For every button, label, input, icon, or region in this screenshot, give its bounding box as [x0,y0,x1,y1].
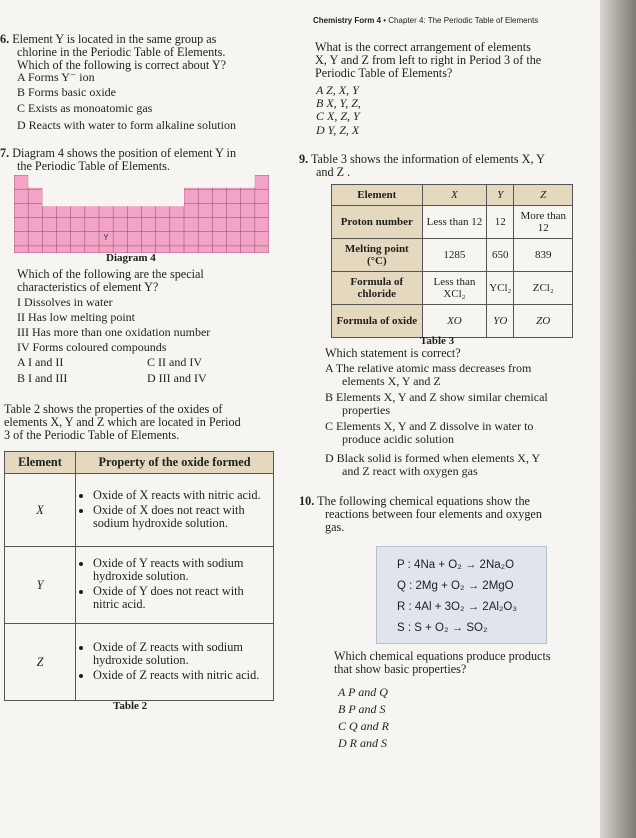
row-header: Melting point (°C) [332,239,423,272]
diagram-caption: Diagram 4 [106,252,156,264]
property-cell [76,624,274,701]
table-cell: 650 [487,239,514,272]
q7-statement-3: III Has more than one oxidation number [17,325,211,339]
option-line: B Elements X, Y and Z show similar chemical [325,390,548,404]
table-cell: ZO [514,305,573,338]
question-line: that show basic properties? [334,662,467,676]
property-cell [76,474,274,547]
equation-s: S : S + O₂ → SO₂ [397,622,488,634]
column-header: Z [514,185,573,206]
option-line: elements X, Y and Z [342,374,441,388]
table-row [332,239,573,272]
table-row [332,305,573,338]
stem-line: Table 3 shows the information of elements X, Y [310,152,545,166]
element-cell: Y [5,547,76,624]
table-cell: More than 12 [514,206,573,239]
table-cell: YCl₂ [487,272,514,305]
table-cell: 12 [487,206,514,239]
question-number: 6. [0,32,10,46]
table-3 [331,184,573,338]
stem-line: Which of the following is correct about Y? [17,58,227,72]
q7-option-b[interactable]: B I and III [17,371,68,385]
q10-option-a[interactable]: A P and Q [338,685,388,699]
stem-line: the Periodic Table of Elements. [17,159,170,173]
option-line: and Z react with oxygen gas [342,464,478,478]
stem-line: The following chemical equations show the [317,494,530,508]
stem-line: reactions between four elements and oxygen [325,507,542,521]
row-header: Proton number [332,206,423,239]
q10-option-d[interactable]: D R and S [338,736,387,750]
q9-option-b[interactable] [325,391,587,417]
q9-question: Which statement is correct? [325,346,461,360]
table-cell: YO [487,305,514,338]
q6-option-b[interactable]: B Forms basic oxide [17,85,116,99]
table-cell: 1285 [422,239,487,272]
table-row [5,624,274,701]
stem-line: X, Y and Z from left to right in Period 3 of the [315,53,542,67]
stem-line: Element Y is located in the same group as [12,32,217,46]
table-cell: Less than XCl₂ [422,272,487,305]
stem-line: Periodic Table of Elements? [315,66,453,80]
property-item: • Oxide of Z reacts with sodium hydroxide solution. [93,641,270,667]
equation-r: R : 4Al + 3O₂ → 2Al₂O₃ [397,601,518,613]
q6-option-d[interactable]: D Reacts with water to form alkaline solution [17,118,236,132]
question-7 [0,147,275,173]
stem-line: gas. [325,520,345,534]
option-line: properties [342,403,390,417]
property-item: • Oxide of Y reacts with sodium hydroxide solution. [93,557,270,583]
table-row [5,474,274,547]
question-9 [299,153,589,179]
property-item: • Oxide of X does not react with sodium hydroxide solution. [93,504,270,530]
question-number: 10. [299,494,315,508]
table-row [5,547,274,624]
q9-option-a[interactable] [325,362,587,388]
question-6 [0,33,275,72]
option-line: produce acidic solution [342,432,454,446]
page-header: Chemistry Form 4 • Chapter 4: The Periodic Table of Elements [313,16,539,25]
question-line: characteristics of element Y? [17,280,159,294]
equations-box [376,546,547,644]
q10-question [334,650,599,676]
property-item: • Oxide of X reacts with nitric acid. [93,489,270,502]
element-cell: Z [5,624,76,701]
question-10 [299,495,591,534]
table-2 [4,451,274,701]
table-2-caption: Table 2 [113,700,148,712]
property-cell [76,547,274,624]
q7-statement-1: I Dissolves in water [17,295,113,309]
property-item: • Oxide of Z reacts with nitric acid. [93,669,270,682]
q7-statement-2: II Has low melting point [17,310,135,324]
q10-option-b[interactable]: B P and S [338,702,386,716]
stem-line: Diagram 4 shows the position of element Y in [12,146,237,160]
question-number: 7. [0,146,10,160]
q10-option-c[interactable]: C Q and R [338,719,389,733]
stem-line: Table 2 shows the properties of the oxides of [4,402,223,416]
stem-line: chlorine in the Periodic Table of Elements. [17,45,226,59]
stem-line: and Z . [316,165,351,179]
q7-statement-4: IV Forms coloured compounds [17,340,167,354]
table-row [332,272,573,305]
option-line: C Elements X, Y and Z dissolve in water to [325,419,534,433]
periodic-table-diagram [14,175,269,253]
q7-option-c[interactable]: C II and IV [147,355,202,369]
property-item: • Oxide of Y does not react with nitric acid. [93,585,270,611]
q7-option-d[interactable]: D III and IV [147,371,207,385]
element-cell: X [5,474,76,547]
question-8-stem [4,403,276,442]
table-row [332,185,573,206]
option-line: A The relative atomic mass decreases from [325,361,532,375]
equation-p: P : 4Na + O₂ → 2Na₂O [397,559,515,571]
table-cell: 839 [514,239,573,272]
table-3-caption: Table 3 [420,335,455,347]
table-row [332,206,573,239]
page-edge-shadow [600,0,636,838]
q8-option-a[interactable]: A Z, X, Y [316,83,359,97]
question-line: Which chemical equations produce products [334,649,551,663]
table-cell: Less than 12 [422,206,487,239]
question-number: 9. [299,152,309,166]
q7-option-a[interactable]: A I and II [17,355,64,369]
equation-q: Q : 2Mg + O₂ → 2MgO [397,580,514,592]
column-header: Element [5,452,76,474]
q6-option-a[interactable]: A Forms Y⁻ ion [17,70,95,84]
table-cell: ZCl₂ [514,272,573,305]
q8-option-b[interactable]: B X, Y, Z, [316,96,361,110]
q9-option-d[interactable] [325,452,587,478]
column-header: Y [487,185,514,206]
column-header: X [422,185,487,206]
q7-question [17,268,275,294]
row-header: Formula of oxide [332,305,423,338]
stem-line: 3 of the Periodic Table of Elements. [4,428,180,442]
diagram-element-label: Y [103,233,109,243]
question-8-right [315,41,590,80]
table-cell: XO [422,305,487,338]
book-title: Chemistry Form 4 [313,16,382,25]
question-line: Which of the following are the special [17,267,204,281]
q6-option-c[interactable]: C Exists as monoatomic gas [17,101,153,115]
column-header: Property of the oxide formed [76,452,274,474]
column-header: Element [332,185,423,206]
q9-option-c[interactable] [325,420,587,446]
q8-option-c[interactable]: C X, Z, Y [316,109,360,123]
q8-option-d[interactable]: D Y, Z, X [316,123,360,137]
row-header: Formula of chloride [332,272,423,305]
chapter-title: Chapter 4: The Periodic Table of Elements [388,16,539,25]
option-line: D Black solid is formed when elements X, Y [325,451,541,465]
stem-line: elements X, Y and Z which are located in Period [4,415,241,429]
stem-line: What is the correct arrangement of elements [315,40,531,54]
